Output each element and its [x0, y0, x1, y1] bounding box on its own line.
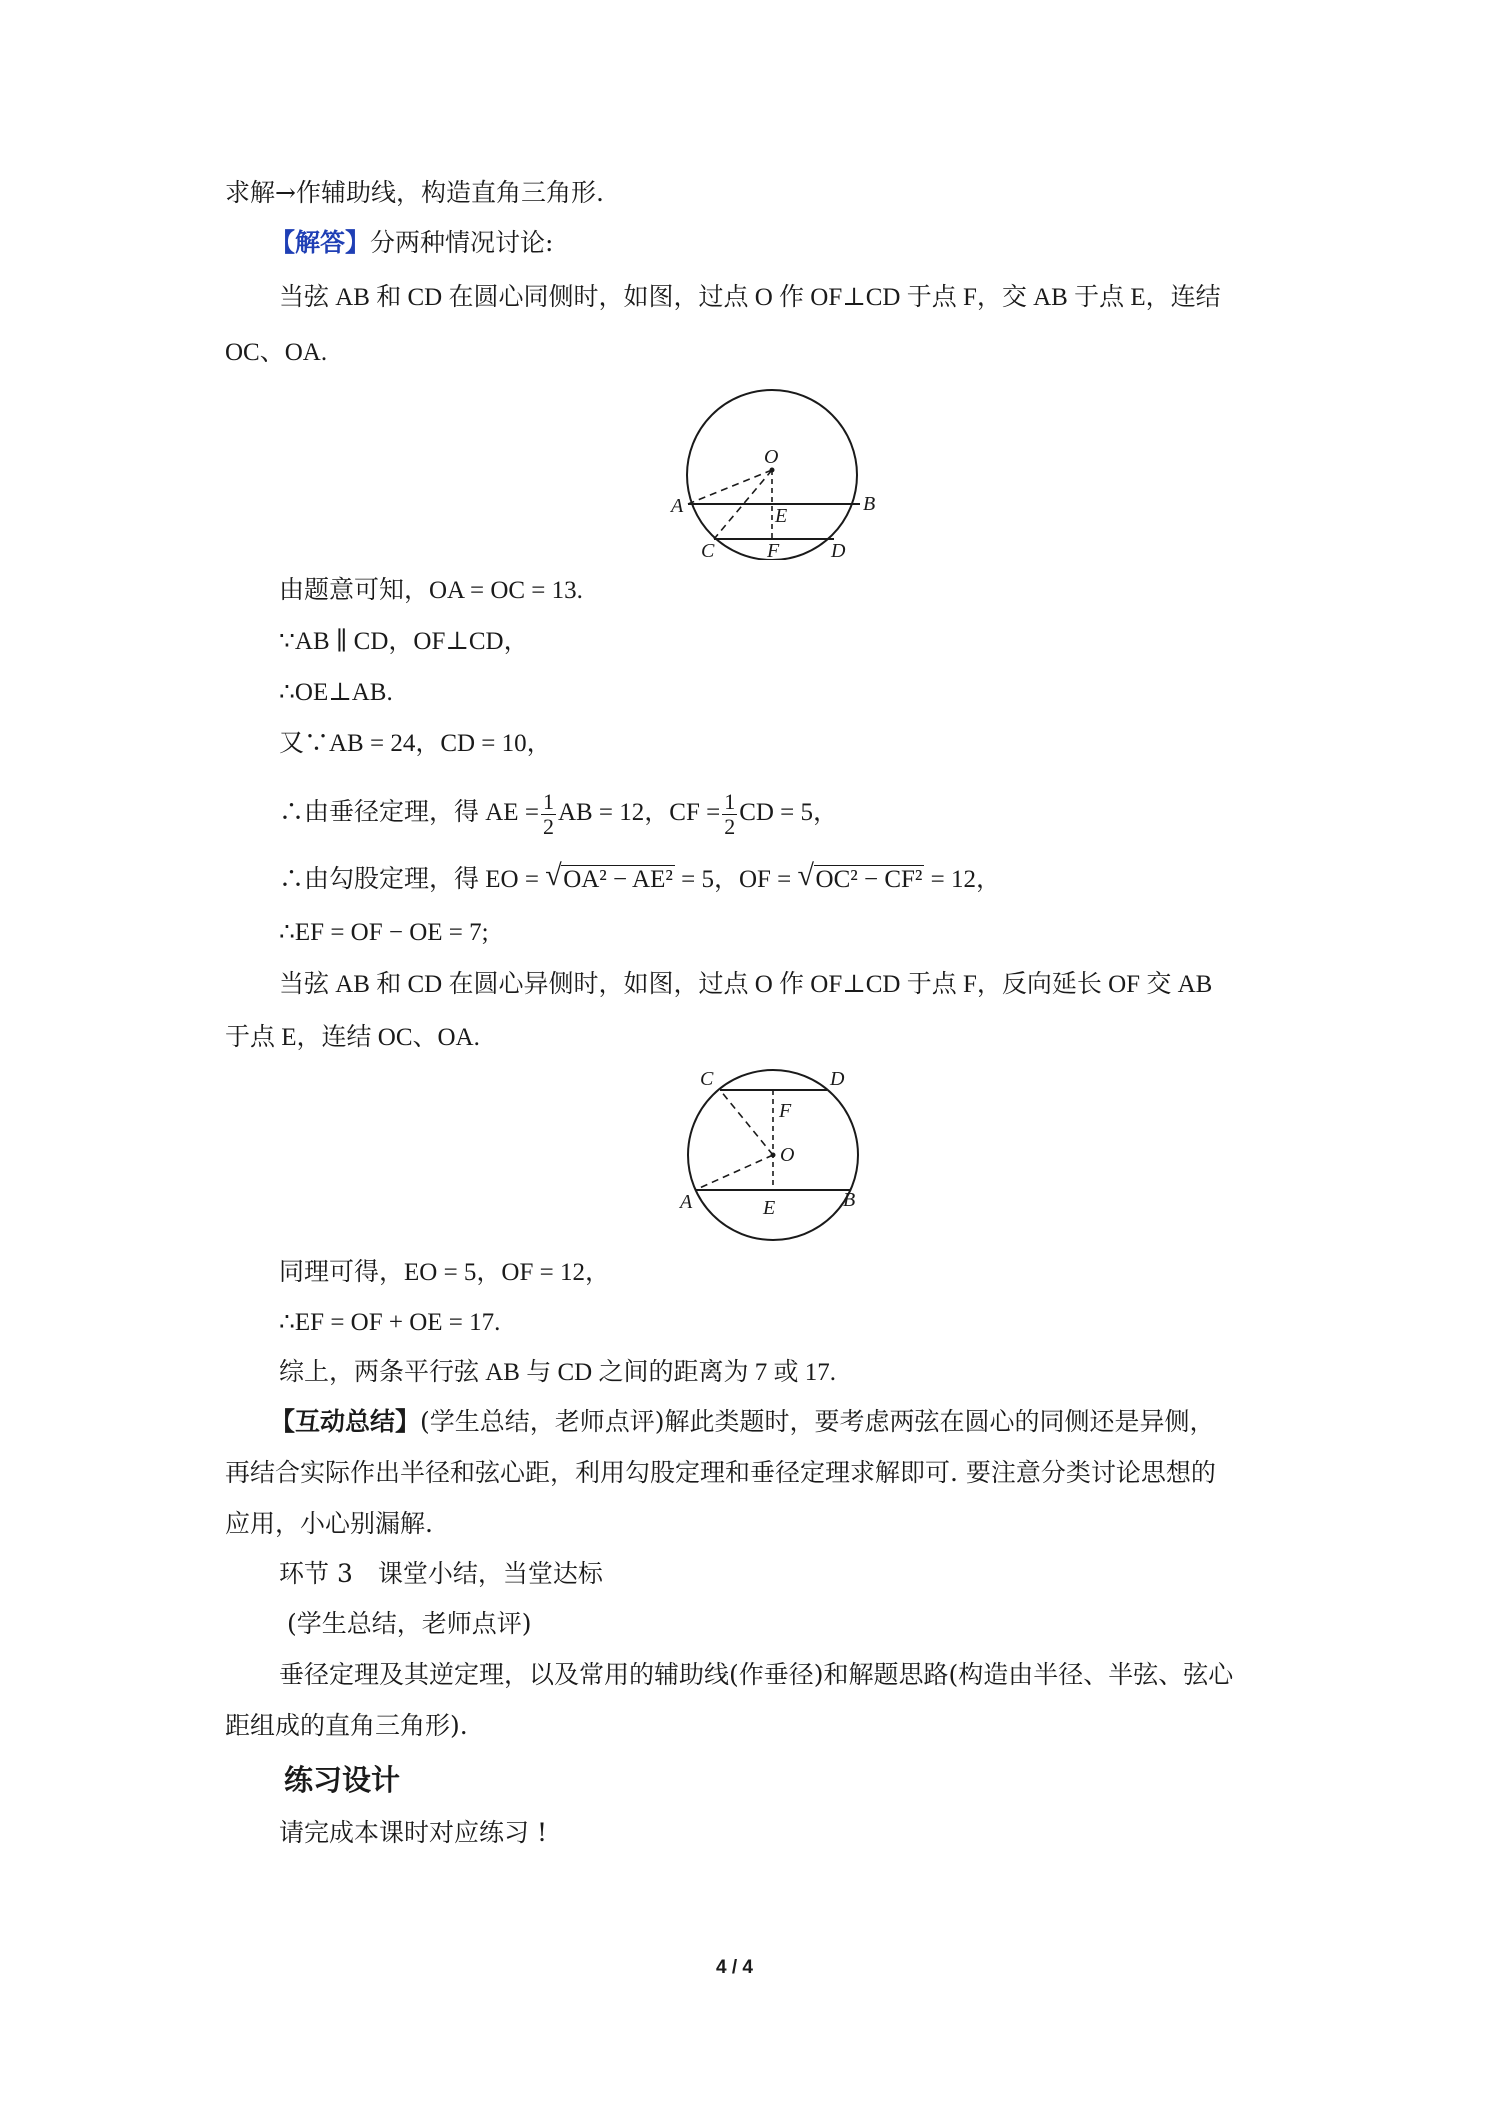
step-8: 同理可得，EO = 5，OF = 12， [279, 1259, 610, 1286]
point-o [771, 1153, 776, 1158]
step-1: 由题意可知，OA = OC = 13. [279, 577, 583, 604]
case1-line-b: OC、OA. [225, 339, 328, 366]
label-a: A [671, 495, 684, 517]
label-b: B [843, 1189, 856, 1211]
label-o: O [780, 1144, 795, 1166]
step-2: ∵AB ∥ CD，OF⊥CD， [279, 628, 529, 655]
section-3-note: (学生总结，老师点评) [287, 1609, 532, 1638]
label-a: A [680, 1191, 693, 1213]
summary-line-c: 应用，小心别漏解. [225, 1509, 433, 1538]
figure-same-side [665, 385, 875, 560]
answer-line [270, 225, 553, 261]
segment-oa [695, 1155, 773, 1190]
segment-oa [688, 470, 772, 504]
recap-line-a: 垂径定理及其逆定理，以及常用的辅助线(作垂径)和解题思路(构造由半径、半弦、弦心 [279, 1660, 1234, 1689]
sqrt-of: √ OC² − CF² [797, 859, 923, 893]
label-f: F [779, 1100, 792, 1122]
intro-line: 求解→作辅助线，构造直角三角形. [225, 178, 604, 207]
conclusion: 综上，两条平行弦 AB 与 CD 之间的距离为 7 或 17. [279, 1359, 836, 1386]
label-c: C [701, 540, 715, 560]
case2-line-b: 于点 E，连结 OC、OA. [225, 1024, 480, 1051]
label-b: B [863, 493, 875, 515]
answer-text: 分两种情况讨论: [370, 228, 554, 257]
label-c: C [700, 1068, 714, 1090]
answer-tag: 【解答】 [270, 228, 371, 257]
fraction-half: $\frac{1}{2}$ [542, 789, 554, 839]
step-5: ∴由垂径定理，得 AE = $\frac{1}{2}$ AB = 12，CF = $\frac{1}{2}$ CD = 5， [279, 789, 839, 839]
segment-oc [720, 1090, 773, 1155]
label-d: D [830, 1068, 845, 1090]
label-e: E [775, 505, 788, 527]
label-o: O [764, 446, 779, 468]
step-3: ∴OE⊥AB. [279, 679, 393, 706]
point-o [770, 468, 775, 473]
case2-line-a: 当弦 AB 和 CD 在圆心异侧时，如图，过点 O 作 OF⊥CD 于点 F，反向延长 OF 交 AB [279, 971, 1213, 998]
summary-line-b: 再结合实际作出半径和弦心距，利用勾股定理和垂径定理求解即可. 要注意分类讨论思想的 [225, 1458, 1216, 1487]
page-number: 4 / 4 [716, 1957, 753, 1978]
practice-text: 请完成本课时对应练习 ! [279, 1818, 547, 1847]
practice-heading: 练习设计 [284, 1763, 401, 1797]
label-e: E [763, 1197, 776, 1219]
summary-tag: 【互动总结】 [270, 1407, 421, 1436]
label-d: D [831, 540, 846, 560]
step-9: ∴EF = OF + OE = 17. [279, 1309, 501, 1336]
summary-line-a: 【互动总结】(学生总结，老师点评)解此类题时，要考虑两弦在圆心的同侧还是异侧， [270, 1407, 1215, 1436]
step-7: ∴EF = OF − OE = 7; [279, 919, 489, 946]
recap-line-b: 距组成的直角三角形). [225, 1711, 468, 1740]
step-4: 又∵AB = 24，CD = 10， [279, 730, 552, 757]
step-6: ∴由勾股定理，得 EO = √ OA² − AE² = 5，OF = √ OC² − CF² = 12， [279, 862, 1001, 898]
case1-line-a: 当弦 AB 和 CD 在圆心同侧时，如图，过点 O 作 OF⊥CD 于点 F，交 AB 于点 E，连结 [279, 284, 1221, 311]
label-f: F [767, 540, 780, 560]
sqrt-eo: √ OA² − AE² [545, 859, 673, 893]
section-3-title: 环节 3 课堂小结，当堂达标 [279, 1559, 603, 1588]
figure-opposite-side [670, 1065, 880, 1245]
fraction-half: $\frac{1}{2}$ [724, 789, 736, 839]
